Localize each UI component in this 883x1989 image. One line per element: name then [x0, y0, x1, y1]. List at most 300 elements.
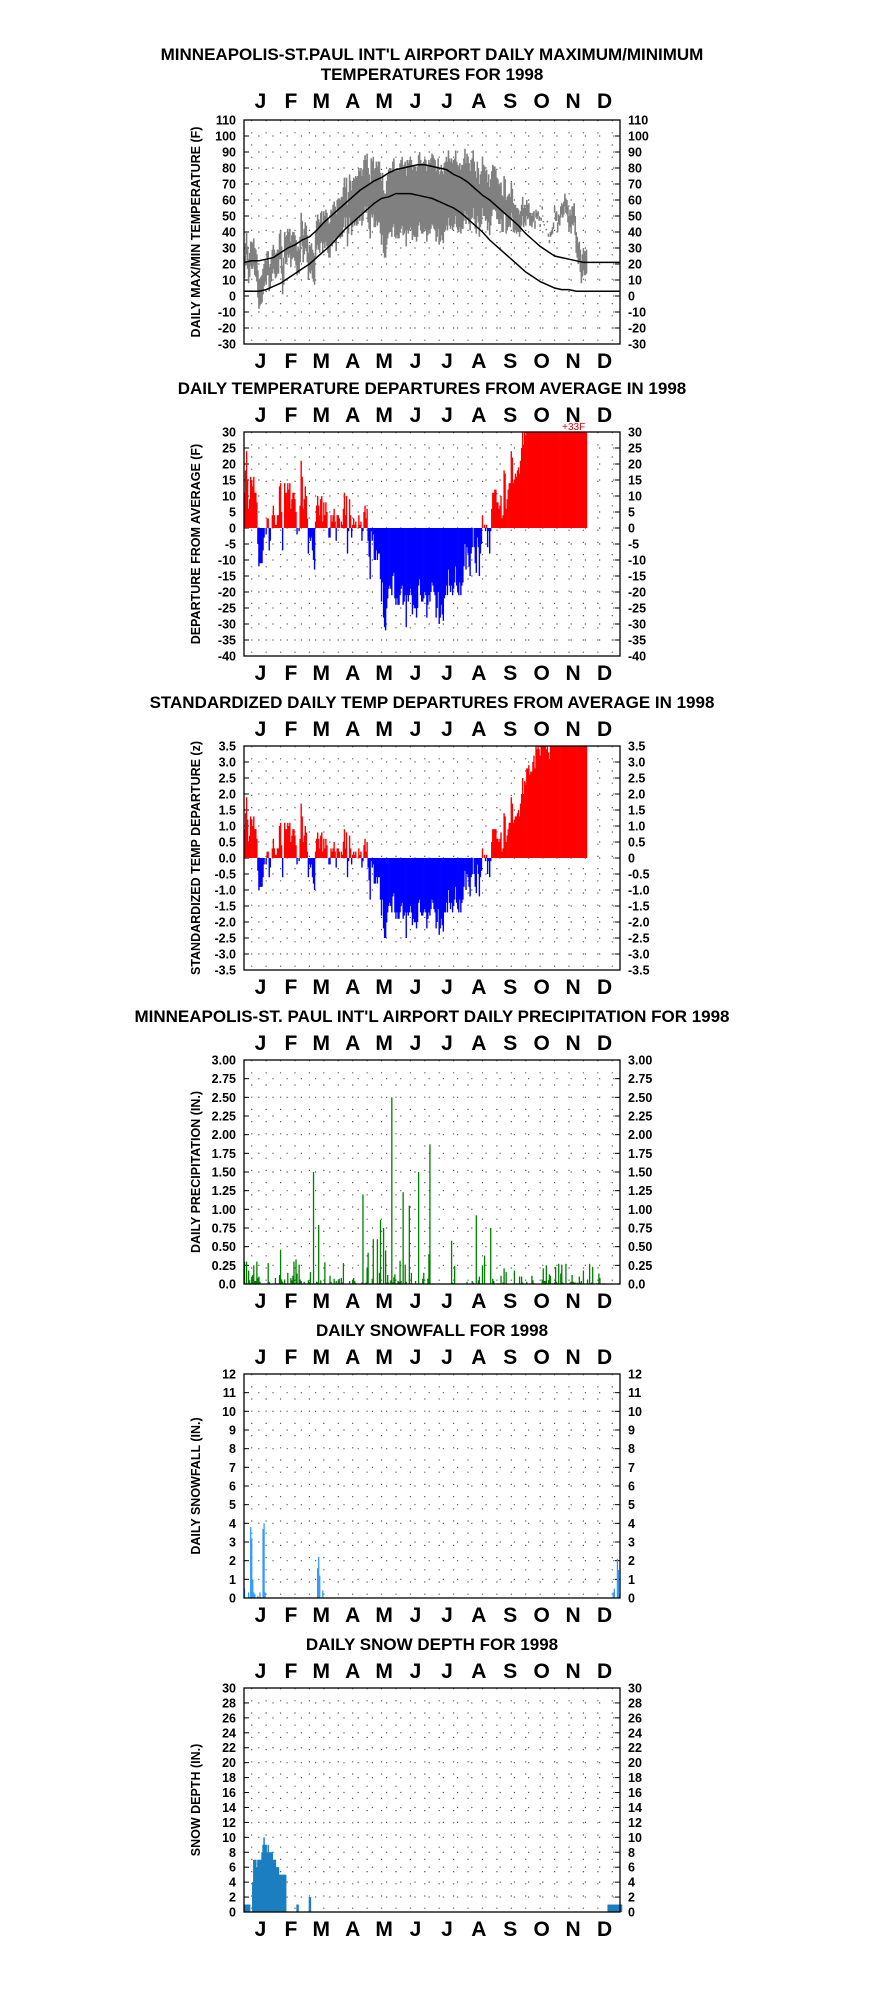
- y-tick-label-right: 2.75: [628, 1072, 653, 1087]
- month-label-top: J: [409, 90, 422, 113]
- y-tick-label-right: 1.0: [628, 819, 646, 834]
- chart-6: [189, 1635, 642, 1941]
- month-label-bottom: J: [409, 976, 422, 999]
- y-tick-label-left: 15: [222, 473, 236, 488]
- month-label-bottom: F: [284, 976, 298, 999]
- y-tick-label-right: -10: [628, 305, 647, 320]
- y-tick-label-left: -20: [217, 585, 236, 600]
- y-tick-label-left: -25: [217, 601, 236, 616]
- y-tick-label-right: 2.5: [628, 771, 646, 786]
- month-label-bottom: J: [441, 350, 453, 373]
- month-label-bottom: O: [533, 1918, 550, 1941]
- month-label-top: J: [441, 1346, 453, 1369]
- y-tick-label-left: 2.00: [211, 1128, 236, 1143]
- month-label-top: S: [503, 1032, 518, 1055]
- y-tick-label-left: 10: [222, 1830, 236, 1845]
- month-label-top: A: [471, 1346, 487, 1369]
- y-tick-label-right: 80: [628, 161, 642, 176]
- y-tick-label-right: 5: [628, 505, 635, 520]
- chart-title: MINNEAPOLIS-ST. PAUL INT'L AIRPORT DAILY PRECIPITATION FOR 1998: [134, 1007, 730, 1026]
- y-axis-title: SNOW DEPTH (IN.): [189, 1743, 203, 1857]
- y-tick-label-right: 25: [628, 441, 642, 456]
- y-axis-title: STANDARDIZED TEMP DEPARTURE (z): [189, 740, 203, 976]
- month-label-top: F: [284, 1032, 298, 1055]
- month-label-top: F: [284, 404, 298, 427]
- y-tick-label-left: 28: [222, 1696, 236, 1711]
- month-label-top: A: [471, 1032, 487, 1055]
- month-label-top: J: [409, 1032, 422, 1055]
- month-label-top: N: [565, 718, 581, 741]
- y-tick-label-right: -10: [628, 553, 647, 568]
- month-label-top: O: [533, 1346, 550, 1369]
- data-bar: [285, 1875, 286, 1912]
- month-label-bottom: A: [345, 1918, 361, 1941]
- y-tick-label-right: -20: [628, 585, 647, 600]
- chart-title: TEMPERATURES FOR 1998: [320, 65, 544, 84]
- y-tick-label-right: 5: [628, 1498, 635, 1513]
- month-label-bottom: J: [254, 976, 267, 999]
- month-label-top: J: [441, 1660, 453, 1683]
- data-bar: [249, 1905, 250, 1912]
- y-tick-label-left: 10: [222, 489, 236, 504]
- y-tick-label-right: -35: [628, 633, 647, 648]
- y-tick-label-left: 3.0: [218, 755, 236, 770]
- month-label-top: J: [441, 718, 453, 741]
- y-tick-label-left: 0.5: [218, 835, 236, 850]
- y-tick-label-right: 8: [628, 1442, 635, 1457]
- month-label-bottom: S: [503, 1918, 518, 1941]
- month-label-bottom: J: [254, 350, 267, 373]
- y-tick-label-left: 1.0: [218, 819, 236, 834]
- month-label-top: J: [409, 1346, 422, 1369]
- month-label-bottom: J: [254, 1290, 267, 1313]
- y-tick-label-right: 14: [628, 1800, 642, 1815]
- month-label-top: A: [345, 1660, 361, 1683]
- month-label-top: N: [565, 90, 581, 113]
- y-tick-label-left: 40: [222, 225, 236, 240]
- chart-3: [150, 693, 715, 999]
- month-label-bottom: O: [533, 1290, 550, 1313]
- y-tick-label-left: 1.25: [211, 1184, 236, 1199]
- chart-4: [134, 1007, 729, 1313]
- y-tick-label-left: -10: [217, 553, 236, 568]
- month-label-top: N: [565, 404, 581, 427]
- month-label-top: J: [254, 1032, 267, 1055]
- y-tick-label-left: 25: [222, 441, 236, 456]
- y-tick-label-right: 10: [628, 1830, 642, 1845]
- month-label-bottom: S: [503, 1604, 518, 1627]
- y-tick-label-left: 5: [229, 1498, 236, 1513]
- y-tick-label-right: 3.5: [628, 739, 646, 754]
- chart-title: STANDARDIZED DAILY TEMP DEPARTURES FROM AVERAGE IN 1998: [149, 693, 715, 712]
- y-tick-label-left: -1.0: [214, 883, 236, 898]
- month-label-top: S: [503, 1346, 518, 1369]
- month-label-top: D: [596, 1660, 613, 1683]
- month-label-top: S: [503, 90, 518, 113]
- month-label-top: O: [533, 1660, 550, 1683]
- y-tick-label-right: 22: [628, 1741, 642, 1756]
- y-tick-label-left: -5: [224, 537, 236, 552]
- month-label-bottom: A: [345, 976, 361, 999]
- month-label-bottom: S: [503, 350, 518, 373]
- month-label-top: A: [471, 90, 487, 113]
- y-tick-label-left: 1.00: [211, 1202, 236, 1217]
- month-label-bottom: O: [533, 976, 550, 999]
- month-label-bottom: A: [471, 1290, 487, 1313]
- month-label-bottom: M: [312, 350, 331, 373]
- month-label-bottom: J: [409, 662, 422, 685]
- grid: [244, 1060, 620, 1284]
- month-label-bottom: N: [565, 976, 581, 999]
- data-marks: [244, 1837, 622, 1912]
- y-tick-label-left: 70: [222, 177, 236, 192]
- month-label-top: F: [284, 1660, 298, 1683]
- month-label-bottom: M: [375, 662, 393, 685]
- month-label-top: M: [375, 90, 393, 113]
- month-label-bottom: A: [471, 662, 487, 685]
- y-tick-label-left: 0.0: [218, 851, 236, 866]
- month-label-bottom: J: [409, 350, 422, 373]
- y-tick-label-left: 30: [222, 241, 236, 256]
- month-label-bottom: J: [254, 662, 267, 685]
- month-label-bottom: M: [312, 1290, 331, 1313]
- y-tick-label-right: 4: [628, 1875, 635, 1890]
- month-label-top: F: [284, 90, 298, 113]
- y-axis-title: DEPARTURE FROM AVERAGE (F): [189, 443, 203, 645]
- y-axis-title: DAILY MAX/MIN TEMPERATURE (F): [189, 126, 203, 338]
- y-tick-label-left: 18: [222, 1771, 236, 1786]
- y-tick-label-left: 0: [229, 1905, 236, 1920]
- y-tick-label-left: -40: [217, 649, 236, 664]
- month-label-bottom: J: [441, 1918, 453, 1941]
- month-label-bottom: F: [284, 1918, 298, 1941]
- y-tick-label-left: -20: [217, 321, 236, 336]
- y-tick-label-right: 30: [628, 425, 642, 440]
- y-tick-label-left: 2.25: [211, 1109, 236, 1124]
- y-tick-label-left: 50: [222, 209, 236, 224]
- y-tick-label-right: 10: [628, 273, 642, 288]
- y-tick-label-right: 60: [628, 193, 642, 208]
- y-tick-label-left: 4: [229, 1875, 236, 1890]
- month-label-bottom: D: [596, 662, 613, 685]
- y-tick-label-right: 26: [628, 1711, 642, 1726]
- month-label-bottom: O: [533, 662, 550, 685]
- month-label-bottom: J: [254, 1918, 267, 1941]
- month-label-top: J: [254, 1660, 267, 1683]
- y-tick-label-right: -2.5: [628, 931, 650, 946]
- y-tick-label-left: 14: [222, 1800, 236, 1815]
- y-tick-label-right: 1.5: [628, 803, 646, 818]
- y-tick-label-left: 9: [229, 1423, 236, 1438]
- y-tick-label-right: 10: [628, 1404, 642, 1419]
- month-label-top: J: [254, 718, 267, 741]
- month-label-bottom: S: [503, 662, 518, 685]
- y-tick-label-right: 2.50: [628, 1090, 653, 1105]
- y-tick-label-left: 22: [222, 1741, 236, 1756]
- y-tick-label-left: -30: [217, 617, 236, 632]
- y-tick-label-left: 20: [222, 457, 236, 472]
- month-label-top: D: [596, 90, 613, 113]
- data-marks: [245, 432, 587, 630]
- month-label-bottom: N: [565, 350, 581, 373]
- month-label-top: J: [441, 404, 453, 427]
- month-label-bottom: A: [471, 976, 487, 999]
- y-axis-title: DAILY SNOWFALL (IN.): [189, 1417, 203, 1555]
- month-label-bottom: M: [312, 976, 331, 999]
- month-label-bottom: N: [565, 662, 581, 685]
- y-tick-label-left: 100: [215, 129, 236, 144]
- y-tick-label-left: -30: [217, 337, 236, 352]
- month-label-bottom: J: [409, 1918, 422, 1941]
- y-tick-label-left: 2.75: [211, 1072, 236, 1087]
- y-tick-label-left: 4: [229, 1516, 236, 1531]
- month-label-top: N: [565, 1346, 581, 1369]
- y-tick-label-left: 2: [229, 1554, 236, 1569]
- y-tick-label-right: 50: [628, 209, 642, 224]
- month-label-top: M: [375, 718, 393, 741]
- y-tick-label-left: 1.75: [211, 1146, 236, 1161]
- y-tick-label-left: 20: [222, 1756, 236, 1771]
- y-tick-label-right: 0: [628, 1591, 635, 1606]
- y-tick-label-right: 30: [628, 1681, 642, 1696]
- y-tick-label-right: 30: [628, 241, 642, 256]
- month-label-bottom: J: [441, 1604, 453, 1627]
- y-tick-label-right: 11: [628, 1386, 642, 1401]
- chart-2: [178, 379, 687, 685]
- month-label-top: F: [284, 718, 298, 741]
- y-tick-label-left: 2.0: [218, 787, 236, 802]
- month-label-top: M: [375, 404, 393, 427]
- y-tick-label-left: 5: [229, 505, 236, 520]
- month-label-top: J: [254, 1346, 267, 1369]
- y-tick-label-left: 60: [222, 193, 236, 208]
- month-label-bottom: F: [284, 662, 298, 685]
- y-tick-label-left: -3.0: [214, 947, 236, 962]
- month-label-top: D: [596, 718, 613, 741]
- y-tick-label-left: 1: [229, 1572, 236, 1587]
- y-tick-label-left: -15: [217, 569, 236, 584]
- y-tick-label-left: 0: [229, 521, 236, 536]
- chart-5: [189, 1321, 642, 1627]
- y-tick-label-left: 16: [222, 1786, 236, 1801]
- month-label-top: M: [312, 404, 331, 427]
- month-label-top: O: [533, 718, 550, 741]
- y-tick-label-left: 12: [222, 1367, 236, 1382]
- y-tick-label-right: -2.0: [628, 915, 650, 930]
- month-label-bottom: M: [375, 1918, 393, 1941]
- y-tick-label-right: 20: [628, 457, 642, 472]
- chart-title: MINNEAPOLIS-ST.PAUL INT'L AIRPORT DAILY MAXIMUM/MINIMUM: [160, 45, 704, 64]
- month-label-top: A: [345, 1032, 361, 1055]
- month-label-top: O: [533, 404, 550, 427]
- month-label-bottom: A: [471, 350, 487, 373]
- y-tick-label-left: 10: [222, 273, 236, 288]
- y-tick-label-right: 1.50: [628, 1165, 653, 1180]
- y-tick-label-right: 18: [628, 1771, 642, 1786]
- month-label-bottom: F: [284, 1604, 298, 1627]
- month-label-top: A: [345, 90, 361, 113]
- y-tick-label-right: 12: [628, 1367, 642, 1382]
- y-tick-label-left: 110: [215, 113, 236, 128]
- y-tick-label-right: 70: [628, 177, 642, 192]
- y-tick-label-right: 1.75: [628, 1146, 653, 1161]
- y-tick-label-left: 0.25: [211, 1258, 236, 1273]
- y-tick-label-right: -3.5: [628, 963, 650, 978]
- month-label-bottom: A: [345, 1290, 361, 1313]
- y-tick-label-left: 0.0: [218, 1277, 236, 1292]
- month-label-bottom: A: [471, 1604, 487, 1627]
- y-tick-label-left: 2: [229, 1890, 236, 1905]
- y-tick-label-left: 12: [222, 1815, 236, 1830]
- y-tick-label-left: -1.5: [214, 899, 236, 914]
- data-bar: [621, 1905, 622, 1912]
- y-tick-label-right: 2.0: [628, 787, 646, 802]
- y-tick-label-right: 0.50: [628, 1240, 653, 1255]
- y-tick-label-right: 1.25: [628, 1184, 653, 1199]
- month-label-bottom: F: [284, 350, 298, 373]
- y-tick-label-left: 3.00: [211, 1053, 236, 1068]
- data-marks: [245, 1523, 620, 1598]
- y-tick-label-left: 1.5: [218, 803, 236, 818]
- y-axis-title: DAILY PRECIPITATION (IN.): [189, 1090, 203, 1254]
- y-tick-label-left: -10: [217, 305, 236, 320]
- y-tick-label-right: -30: [628, 617, 647, 632]
- y-tick-label-left: -2.5: [214, 931, 236, 946]
- y-tick-label-left: 20: [222, 257, 236, 272]
- month-label-top: A: [471, 718, 487, 741]
- chart-1: [161, 45, 704, 373]
- month-label-bottom: S: [503, 976, 518, 999]
- y-tick-label-right: 15: [628, 473, 642, 488]
- month-label-bottom: J: [441, 662, 453, 685]
- y-tick-label-right: -40: [628, 649, 647, 664]
- month-label-bottom: M: [375, 350, 393, 373]
- month-label-top: J: [409, 1660, 422, 1683]
- y-tick-label-right: 100: [628, 129, 649, 144]
- month-label-bottom: D: [596, 1290, 613, 1313]
- month-label-top: J: [254, 90, 267, 113]
- y-tick-label-left: 6: [229, 1479, 236, 1494]
- y-tick-label-right: 6: [628, 1860, 635, 1875]
- y-tick-label-right: 2: [628, 1890, 635, 1905]
- month-label-top: S: [503, 1660, 518, 1683]
- month-label-top: O: [533, 1032, 550, 1055]
- y-tick-label-left: 7: [229, 1460, 236, 1475]
- y-tick-label-left: 26: [222, 1711, 236, 1726]
- plot-frame: [244, 1060, 620, 1284]
- y-tick-label-right: 0: [628, 851, 635, 866]
- month-label-bottom: O: [533, 1604, 550, 1627]
- y-tick-label-right: 40: [628, 225, 642, 240]
- y-tick-label-left: 0.50: [211, 1240, 236, 1255]
- y-tick-label-left: -3.5: [214, 963, 236, 978]
- month-label-top: J: [441, 1032, 453, 1055]
- y-tick-label-right: -30: [628, 337, 647, 352]
- y-tick-label-right: 7: [628, 1460, 635, 1475]
- y-tick-label-left: 0.75: [211, 1221, 236, 1236]
- month-label-top: J: [254, 404, 267, 427]
- month-label-top: M: [375, 1660, 393, 1683]
- month-label-top: M: [312, 718, 331, 741]
- month-label-top: M: [312, 1660, 331, 1683]
- month-label-bottom: M: [312, 1604, 331, 1627]
- y-tick-label-right: 3: [628, 1535, 635, 1550]
- plot-frame: [244, 1688, 620, 1912]
- month-label-bottom: J: [409, 1604, 422, 1627]
- data-marks: [245, 149, 620, 309]
- grid: [244, 1688, 620, 1912]
- y-tick-label-right: 4: [628, 1516, 635, 1531]
- month-label-bottom: A: [345, 1604, 361, 1627]
- y-tick-label-right: 0: [628, 289, 635, 304]
- y-tick-label-right: 8: [628, 1845, 635, 1860]
- y-tick-label-right: 0.75: [628, 1221, 653, 1236]
- data-bar: [310, 1897, 311, 1912]
- month-label-top: M: [312, 90, 331, 113]
- y-tick-label-right: 0.0: [628, 1277, 646, 1292]
- y-tick-label-right: 0: [628, 521, 635, 536]
- y-tick-label-right: 12: [628, 1815, 642, 1830]
- y-tick-label-right: 2.25: [628, 1109, 653, 1124]
- month-label-top: J: [441, 90, 453, 113]
- y-tick-label-right: 0.5: [628, 835, 646, 850]
- y-tick-label-left: 3: [229, 1535, 236, 1550]
- y-tick-label-right: 1: [628, 1572, 635, 1587]
- data-bar: [297, 1905, 298, 1912]
- y-tick-label-right: 3.00: [628, 1053, 653, 1068]
- month-label-top: A: [471, 404, 487, 427]
- y-tick-label-right: 6: [628, 1479, 635, 1494]
- month-label-bottom: A: [345, 350, 361, 373]
- y-tick-label-right: 3.0: [628, 755, 646, 770]
- y-tick-label-right: 2.00: [628, 1128, 653, 1143]
- y-tick-label-left: 11: [222, 1386, 236, 1401]
- month-label-top: O: [533, 90, 550, 113]
- month-label-bottom: N: [565, 1604, 581, 1627]
- month-label-bottom: J: [441, 976, 453, 999]
- month-label-bottom: A: [471, 1918, 487, 1941]
- month-label-top: J: [409, 718, 422, 741]
- plot-frame: [244, 1374, 620, 1598]
- y-tick-label-right: 9: [628, 1423, 635, 1438]
- chart-title: DAILY SNOWFALL FOR 1998: [315, 1321, 549, 1340]
- month-label-bottom: D: [596, 1918, 613, 1941]
- month-label-bottom: O: [533, 350, 550, 373]
- y-tick-label-left: 30: [222, 425, 236, 440]
- month-label-bottom: A: [345, 662, 361, 685]
- y-tick-label-right: -0.5: [628, 867, 650, 882]
- y-tick-label-right: 0.25: [628, 1258, 653, 1273]
- chart-title: DAILY SNOW DEPTH FOR 1998: [305, 1635, 559, 1654]
- y-tick-label-right: 28: [628, 1696, 642, 1711]
- month-label-top: J: [409, 404, 422, 427]
- month-label-bottom: N: [565, 1918, 581, 1941]
- month-label-bottom: M: [375, 976, 393, 999]
- month-label-bottom: N: [565, 1290, 581, 1313]
- y-tick-label-left: -0.5: [214, 867, 236, 882]
- month-label-top: A: [345, 1346, 361, 1369]
- y-tick-label-right: -25: [628, 601, 647, 616]
- y-tick-label-left: -35: [217, 633, 236, 648]
- month-label-top: S: [503, 404, 518, 427]
- y-tick-label-left: 0: [229, 289, 236, 304]
- month-label-top: S: [503, 718, 518, 741]
- month-label-bottom: D: [596, 976, 613, 999]
- y-tick-label-right: 110: [628, 113, 649, 128]
- y-tick-label-right: -5: [628, 537, 640, 552]
- month-label-bottom: F: [284, 1290, 298, 1313]
- y-tick-label-right: 16: [628, 1786, 642, 1801]
